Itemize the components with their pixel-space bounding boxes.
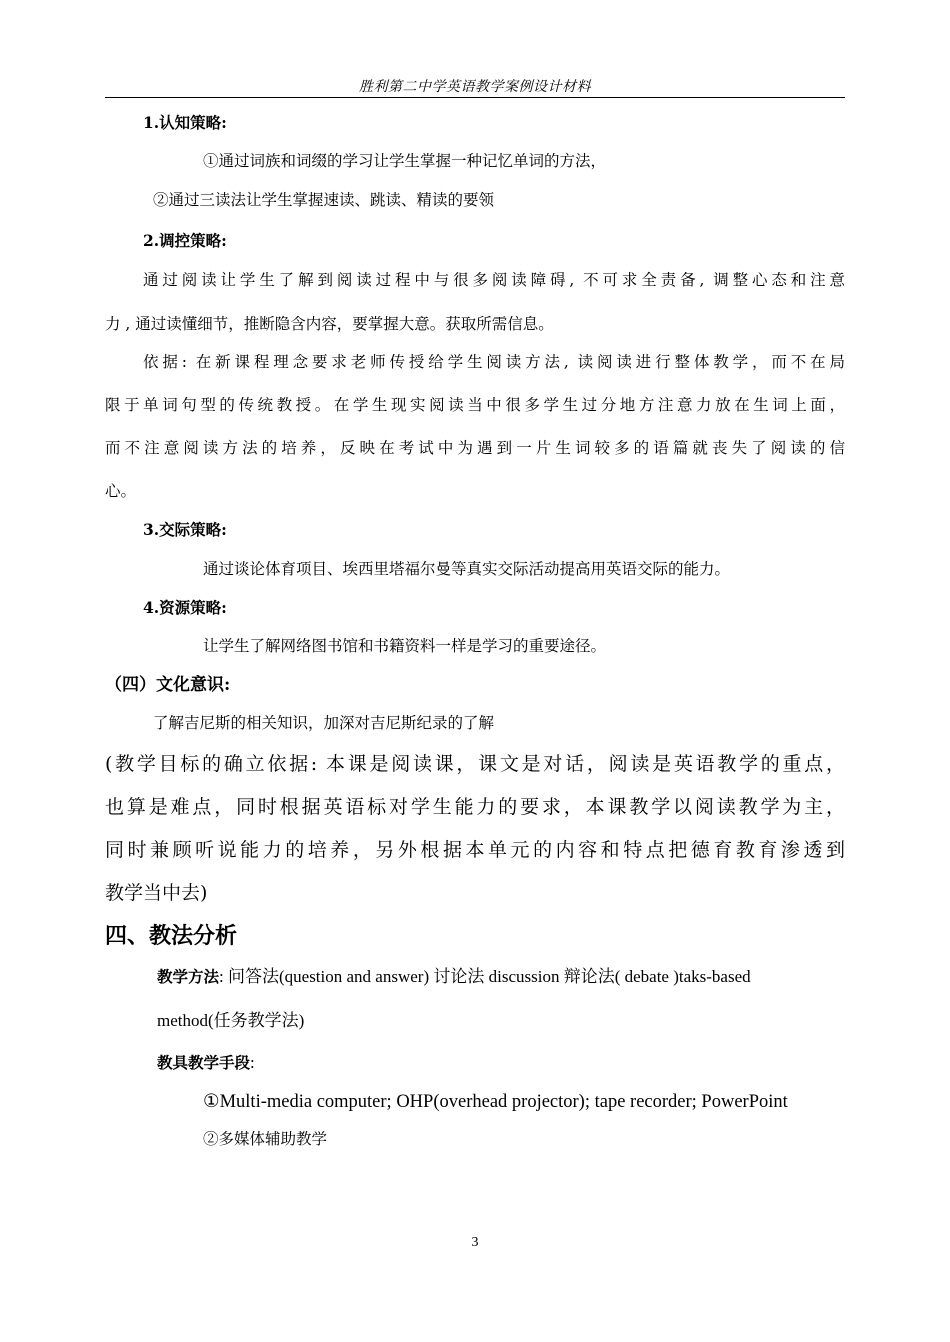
basis-paragraph-line-4: 心。 xyxy=(105,482,137,500)
teaching-tools-colon: : xyxy=(250,1053,255,1072)
resource-strategy-text: 让学生了解网络图书馆和书籍资料一样是学习的重要途径。 xyxy=(203,637,607,655)
resource-strategy-heading: 4.资源策略: xyxy=(143,598,227,617)
communication-strategy-heading: 3.交际策略: xyxy=(143,520,227,539)
teaching-method-line-1 xyxy=(157,968,847,985)
cultural-awareness-heading: （四）文化意识: xyxy=(105,675,231,695)
teaching-method-label: 教学方法 xyxy=(157,967,220,986)
basis-paragraph-line-2: 限于单词句型的传统教授。在学生现实阅读当中很多学生过分地方注意力放在生词上面， xyxy=(105,396,845,414)
page-header: 胜利第二中学英语教学案例设计材料 xyxy=(359,79,591,95)
regulation-strategy-line-2: 力 , 通过读懂细节，推断隐含内容，要掌握大意。获取所需信息。 xyxy=(105,315,554,333)
header-rule xyxy=(105,97,845,98)
cognitive-strategy-item-2: ②通过三读法让学生掌握速读、跳读、精读的要领 xyxy=(153,191,495,209)
cognitive-strategy-heading: 1.认知策略: xyxy=(143,113,227,132)
communication-strategy-text: 通过谈论体育项目、埃西里塔福尔曼等真实交际活动提高用英语交际的能力。 xyxy=(203,560,731,578)
regulation-strategy-heading: 2.调控策略: xyxy=(143,231,227,250)
basis-paragraph-line-3: 而不注意阅读方法的培养，反映在考试中为遇到一片生词较多的语篇就丧失了阅读的信 xyxy=(105,439,845,457)
objective-basis-line-4: 教学当中去) xyxy=(105,882,208,904)
cognitive-strategy-item-1: ①通过词族和词缀的学习让学生掌握一种记忆单词的方法， xyxy=(203,152,607,170)
teaching-method-heading: 四、教法分析 xyxy=(105,923,238,949)
basis-paragraph-line-1: 依据: 在新课程理念要求老师传授给学生阅读方法, 读阅读进行整体教学，而不在局 xyxy=(143,353,845,371)
teaching-method-line-2: method(任务教学法) xyxy=(157,1011,305,1030)
objective-basis-line-1: (教学目标的确立依据: 本课是阅读课，课文是对话，阅读是英语教学的重点， xyxy=(105,753,845,775)
teaching-method-list: : 问答法(question and answer) 讨论法 discussion 辩论法( debate )taks-based xyxy=(219,967,751,986)
cultural-awareness-text: 了解吉尼斯的相关知识，加深对吉尼斯纪录的了解 xyxy=(153,714,495,732)
objective-basis-line-2: 也算是难点，同时根据英语标对学生能力的要求，本课教学以阅读教学为主， xyxy=(105,796,845,818)
teaching-tool-2: ②多媒体辅助教学 xyxy=(203,1130,328,1148)
regulation-strategy-line-1: 通过阅读让学生了解到阅读过程中与很多阅读障碍, 不可求全责备, 调整心态和注意 xyxy=(143,271,845,289)
teaching-tool-1: ①Multi-media computer; OHP(overhead projector); tape recorder; PowerPoint xyxy=(203,1092,788,1112)
objective-basis-line-3: 同时兼顾听说能力的培养，另外根据本单元的内容和特点把德育教育渗透到 xyxy=(105,839,845,861)
teaching-tools-heading xyxy=(157,1054,255,1071)
teaching-tools-label: 教具教学手段 xyxy=(157,1053,251,1072)
page-number: 3 xyxy=(471,1235,479,1250)
